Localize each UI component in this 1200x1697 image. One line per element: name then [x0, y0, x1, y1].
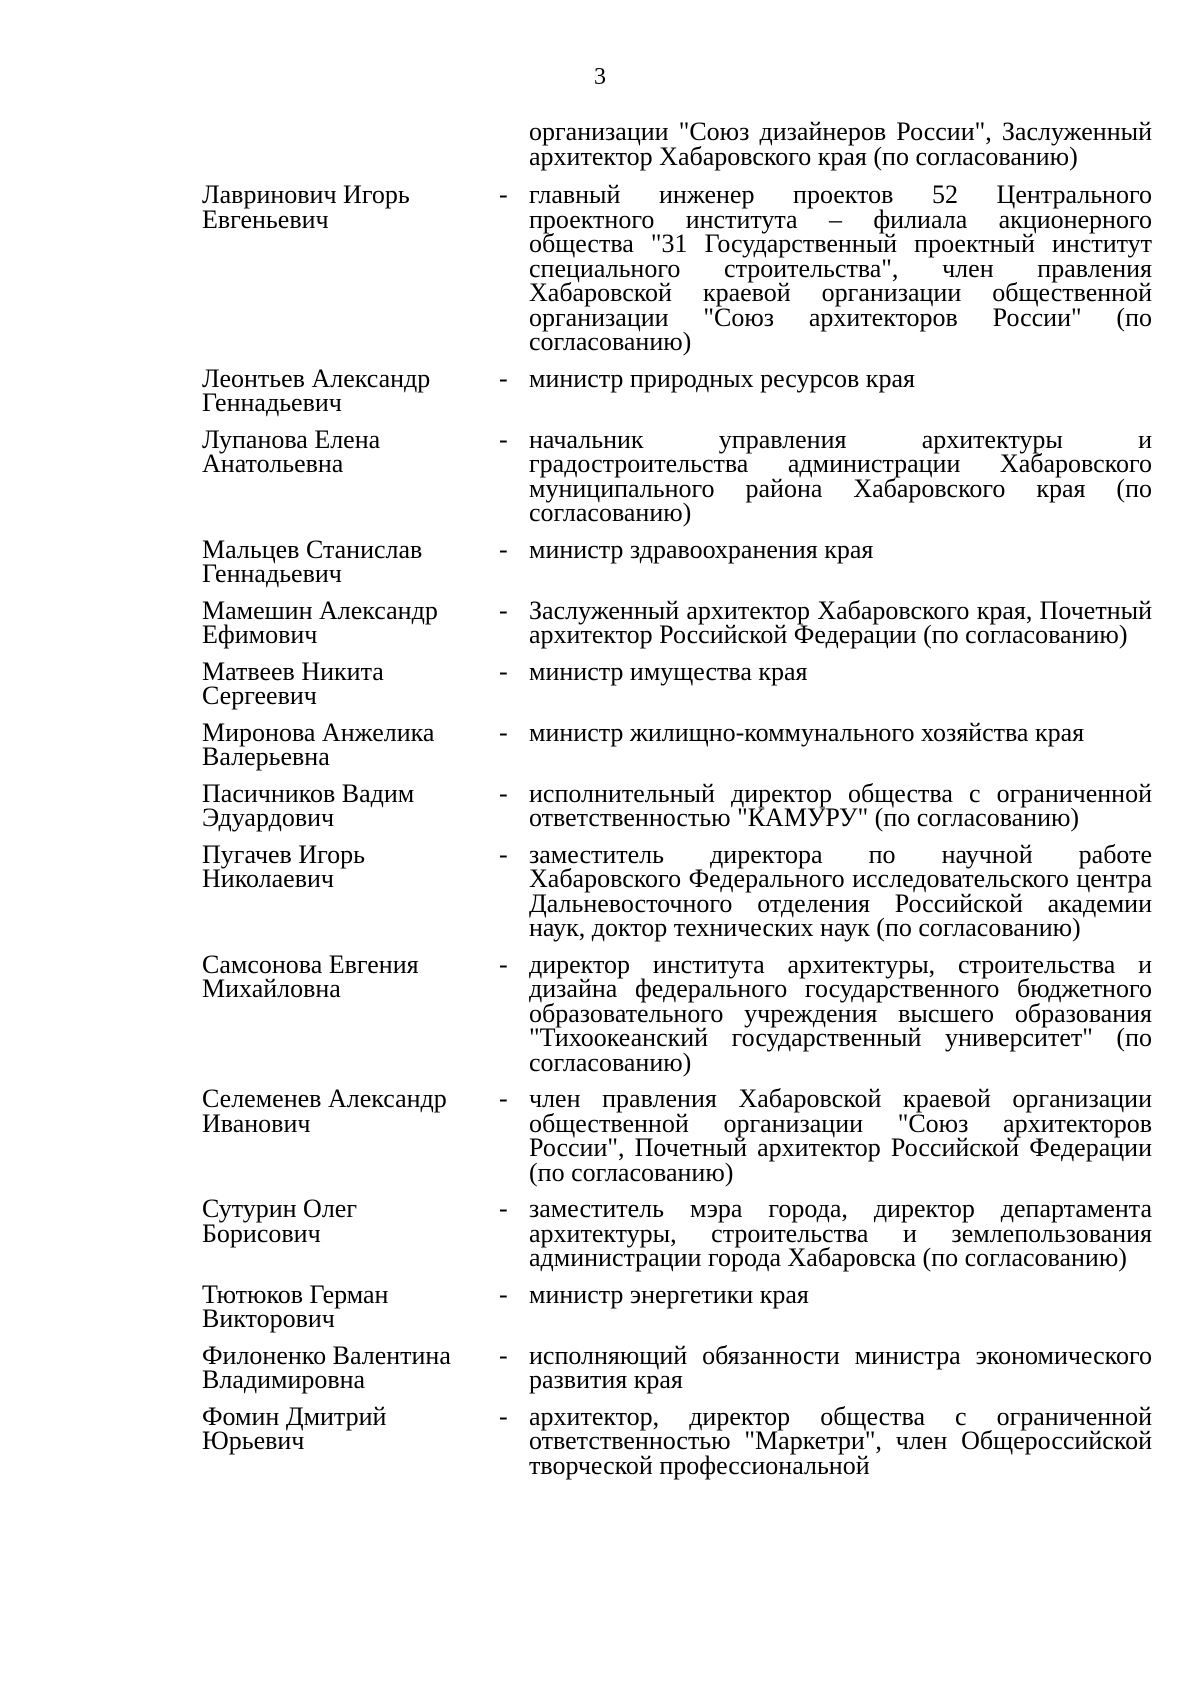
member-description: главный инженер проектов 52 Центрального проектного института – филиала акционерного общества "31 Государственный проектный институт специального строительства", член правления Хабаровской краевой организации общественной организации "Союз архитекторов России" (по согласованию) [529, 180, 1152, 356]
member-description: начальник управления архитектуры и градостроительства администрации Хабаровского муниципального района Хабаровского края (по согласованию) [529, 424, 1152, 527]
member-name: Самсонова Евгения Михайловна [202, 949, 419, 1003]
separator: - [499, 534, 508, 564]
member-description: директор института архитектуры, строительства и дизайна федерального государственного бюджетного образовательного учреждения высшего образования "Тихоокеанский государственный университет" (по согласованию) [529, 949, 1152, 1077]
member-entry-suturin [202, 1194, 1152, 1272]
member-name: Леонтьев Александр Геннадьевич [202, 363, 431, 417]
member-entry-mameshin [202, 595, 1152, 649]
member-entry-pasichnikov [202, 778, 1152, 832]
separator: - [499, 424, 508, 454]
separator: - [499, 717, 508, 747]
member-name: Миронова Анжелика Валерьевна [202, 717, 435, 771]
separator: - [499, 1279, 508, 1309]
separator: - [499, 595, 508, 625]
member-description: министр энергетики края [529, 1279, 809, 1309]
separator: - [499, 1340, 508, 1370]
member-description: исполняющий обязанности министра экономического развития края [529, 1340, 1152, 1394]
member-name: Матвеев Никита Сергеевич [202, 656, 384, 710]
separator: - [499, 656, 508, 686]
member-entry-lupanova [202, 424, 1152, 527]
member-description: министр здравоохранения края [529, 534, 874, 564]
member-entry-fomin [202, 1401, 1152, 1480]
continuation-entry [202, 117, 1152, 171]
member-entry-maltsev [202, 534, 1152, 588]
member-entry-samsonova [202, 949, 1152, 1077]
separator: - [499, 1401, 508, 1431]
member-description: министр жилищно-коммунального хозяйства края [529, 717, 1085, 747]
separator: - [499, 1084, 508, 1113]
member-entry-mironova [202, 717, 1152, 771]
page-number: 3 [594, 64, 606, 90]
member-entry-tyutyukov [202, 1279, 1152, 1333]
members-list [202, 117, 1152, 1490]
member-name: Мамешин Александр Ефимович [202, 595, 438, 649]
member-description: министр природных ресурсов края [529, 363, 915, 393]
separator: - [499, 363, 508, 393]
member-name: Мальцев Станислав Геннадьевич [202, 534, 423, 588]
member-name: Лупанова Елена Анатольевна [202, 424, 381, 478]
member-description: заместитель мэра города, директор департамента архитектуры, строительства и землепользования администрации города Хабаровска (по согласованию) [529, 1194, 1152, 1272]
continuation-description: организации "Союз дизайнеров России", Заслуженный архитектор Хабаровского края (по согласованию) [529, 117, 1152, 171]
member-description: заместитель директора по научной работе Хабаровского Федерального исследовательского центра Дальневосточного отделения Российской академии наук, доктор технических наук (по согласованию) [529, 839, 1152, 942]
member-entry-leontiev [202, 363, 1152, 417]
member-name: Тютюков Герман Викторович [202, 1279, 389, 1333]
member-name: Фомин Дмитрий Юрьевич [202, 1401, 387, 1455]
separator: - [499, 778, 508, 808]
member-name: Лавринович Игорь Евгеньевич [202, 180, 410, 234]
separator: - [499, 949, 508, 979]
member-name: Пугачев Игорь Николаевич [202, 839, 365, 893]
member-name: Селеменев Александр Иванович [202, 1084, 447, 1138]
member-description: министр имущества края [529, 656, 808, 686]
member-description: исполнительный директор общества с ограниченной ответственностью "КАМУРУ" (по согласованию) [529, 778, 1152, 832]
member-entry-selemenev [202, 1084, 1152, 1187]
member-entry-filonenko [202, 1340, 1152, 1394]
member-entry-matveev [202, 656, 1152, 710]
member-description: член правления Хабаровской краевой организации общественной организации "Союз архитекторов России", Почетный архитектор Российской Федерации (по согласованию) [529, 1084, 1152, 1187]
separator: - [499, 180, 508, 209]
member-entry-lavrinovich [202, 180, 1152, 356]
member-description: Заслуженный архитектор Хабаровского края, Почетный архитектор Российской Федерации (по согласованию) [529, 595, 1152, 649]
member-name: Пасичников Вадим Эдуардович [202, 778, 415, 832]
separator: - [499, 1194, 508, 1223]
member-name: Филоненко Валентина Владимировна [202, 1340, 451, 1394]
member-entry-pugachev [202, 839, 1152, 942]
member-description: архитектор, директор общества с ограниченной ответственностью "Маркетри", член Общероссийской творческой профессиональной [529, 1401, 1152, 1480]
separator: - [499, 839, 508, 869]
member-name: Сутурин Олег Борисович [202, 1194, 357, 1248]
